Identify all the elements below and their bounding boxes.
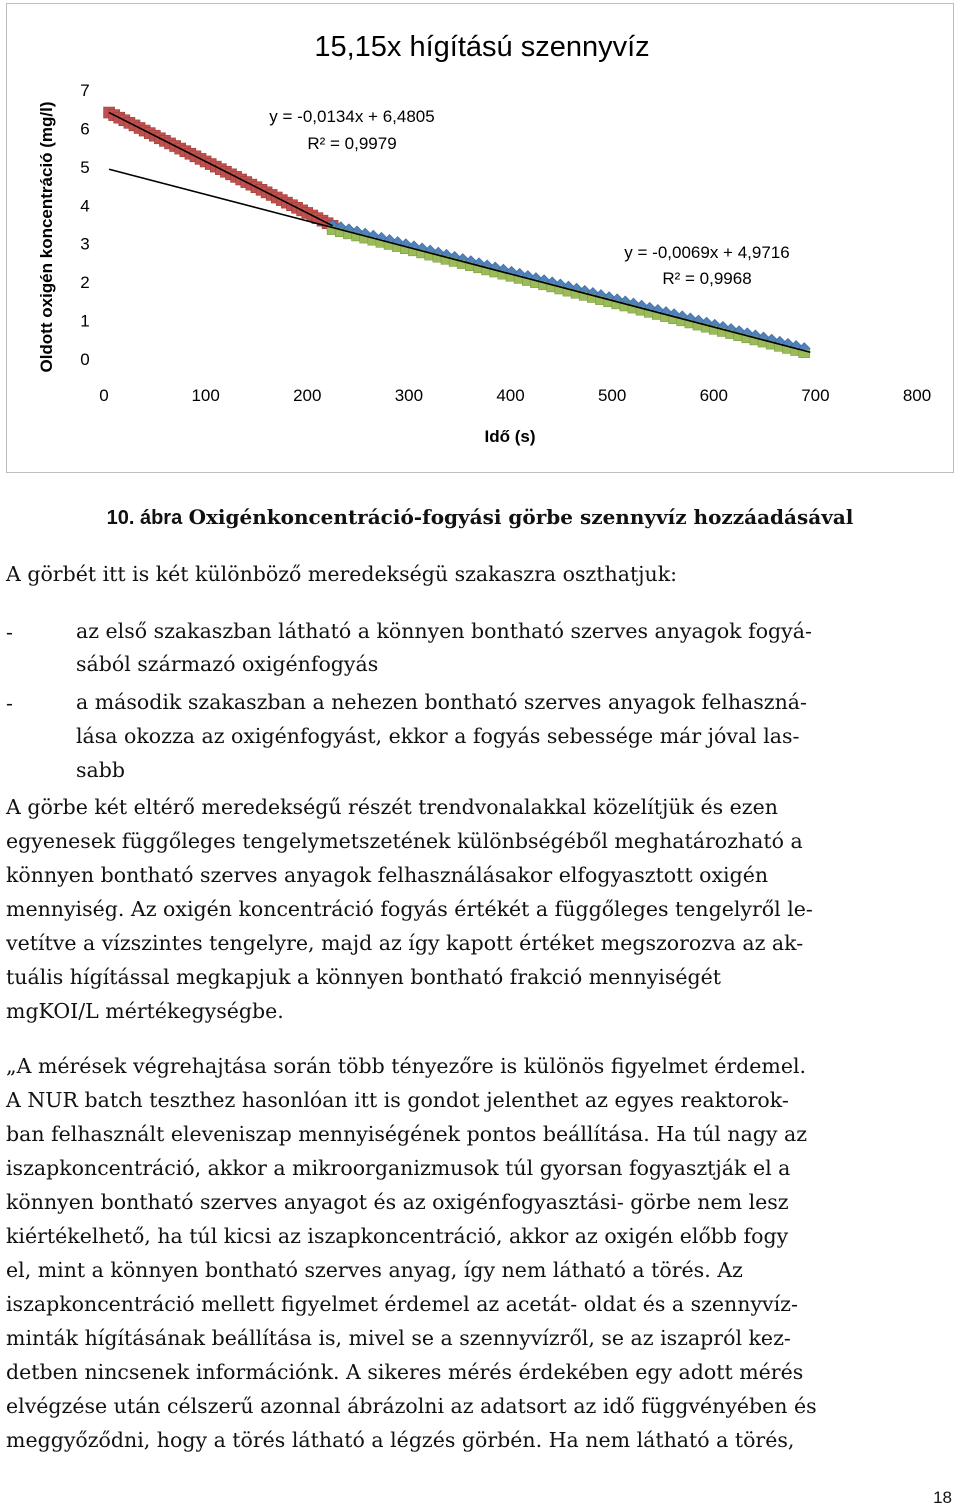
x-tick-label: 400 [496, 386, 525, 405]
paragraph-line: A görbe két eltérő meredekségű részét trendvonalakkal közelítjük és ezen [6, 795, 778, 819]
paragraph-line: el, mint a könnyen bontható szerves anyag, így nem látható a törés. Az [6, 1258, 743, 1282]
paragraph-line: elvégzése után célszerű azonnal ábrázolni az adatsort az idő függvényében és [6, 1394, 817, 1418]
bullet-marker: - [6, 691, 13, 715]
paragraph-line: könnyen bontható szerves anyagok felhasználásakor elfogyasztott oxigén [6, 863, 769, 887]
bullet-marker: - [6, 620, 13, 644]
y-tick-label: 7 [80, 81, 90, 100]
page-number: 18 [933, 1488, 952, 1507]
trendline [109, 113, 333, 226]
bullet-line: az első szakaszban látható a könnyen bontható szerves anyagok fogyá- [76, 619, 812, 643]
bullet-line: sabb [76, 758, 125, 782]
paragraph-line: iszapkoncentráció, akkor a mikroorganizmusok túl gyorsan fogyasztják el a [6, 1156, 791, 1180]
paragraph-line: mennyiség. Az oxigén koncentráció fogyás értékét a függőleges tengelyről le- [6, 897, 813, 921]
figure-number: 10. ábra [106, 507, 183, 529]
trendline-1-r2: R² = 0,9979 [307, 134, 397, 153]
x-tick-label: 200 [293, 386, 322, 405]
x-tick-label: 600 [699, 386, 728, 405]
y-axis-label: Oldott oxigén koncentráció (mg/l) [37, 101, 56, 373]
paragraph-line: „A mérések végrehajtása során több tényezőre is különös figyelmet érdemel. [6, 1054, 807, 1078]
paragraph-line: meggyőződni, hogy a törés látható a légzés görbén. Ha nem látható a törés, [6, 1428, 795, 1452]
y-tick-label: 0 [80, 350, 90, 369]
chart-title: 15,15x hígítású szennyvíz [314, 31, 650, 63]
paragraph-line: kiértékelhető, ha túl kicsi az iszapkoncentráció, akkor az oxigén előbb fogy [6, 1224, 789, 1248]
paragraph-line: egyenesek függőleges tengelymetszetének különbségéből meghatározható a [6, 829, 803, 853]
figure-title: Oxigénkoncentráció-fogyási görbe szennyvíz hozzáadásával [188, 505, 854, 529]
paragraph-line: detben nincsenek információnk. A sikeres mérés érdekében egy adott mérés [6, 1360, 804, 1384]
trendline-2-equation: y = -0,0069x + 4,9716 [624, 243, 790, 262]
x-tick-label: 300 [394, 386, 424, 405]
paragraph-line: mgKOI/L mértékegységbe. [6, 999, 284, 1023]
bullet-line: a második szakaszban a nehezen bontható szerves anyagok felhaszná- [76, 690, 807, 714]
x-tick-label: 500 [597, 386, 627, 405]
paragraph-line: iszapkoncentráció mellett figyelmet érdemel az acetát- oldat és a szennyvíz- [6, 1292, 798, 1316]
x-tick-label: 100 [191, 386, 220, 405]
paragraph-line: A NUR batch teszthez hasonlóan itt is gondot jelenthet az egyes reaktorok- [6, 1088, 789, 1112]
y-tick-label: 5 [80, 157, 90, 177]
figure-caption [0, 505, 960, 530]
y-tick-label: 6 [80, 119, 90, 139]
trendline-1-equation: y = -0,0134x + 6,4805 [269, 107, 435, 126]
paragraph-line: könnyen bontható szerves anyagot és az oxigénfogyasztási- görbe nem lesz [6, 1190, 789, 1214]
x-tick-label: 800 [902, 386, 932, 405]
bullet-line: sából származó oxigénfogyás [76, 652, 379, 676]
x-tick-label: 0 [99, 386, 109, 405]
paragraph-line: minták hígításának beállítása is, mivel se a szennyvízről, se az iszapról kez- [6, 1326, 791, 1350]
bullet-line: lása okozza az oxigénfogyást, ekkor a fogyás sebessége már jóval las- [76, 724, 800, 748]
paragraph-line: A görbét itt is két különböző meredekségü szakaszra oszthatjuk: [6, 562, 678, 586]
x-tick-label: 700 [801, 386, 830, 405]
y-tick-label: 3 [80, 234, 90, 254]
paragraph-line: vetítve a vízszintes tengelyre, majd az így kapott értéket megszorozva az ak- [6, 931, 804, 955]
paragraph-line: tuális hígítással megkapjuk a könnyen bontható frakció mennyiségét [6, 965, 721, 989]
chart [7, 4, 952, 471]
chart-frame [6, 3, 954, 473]
x-axis-label: Idő (s) [484, 427, 536, 446]
y-tick-label: 1 [80, 311, 90, 331]
y-tick-label: 2 [80, 273, 90, 293]
y-tick-label: 4 [80, 196, 90, 216]
trendline-2-r2: R² = 0,9968 [662, 269, 752, 288]
paragraph-line: ban felhasznált eleveniszap mennyiségének pontos beállítása. Ha túl nagy az [6, 1122, 808, 1146]
